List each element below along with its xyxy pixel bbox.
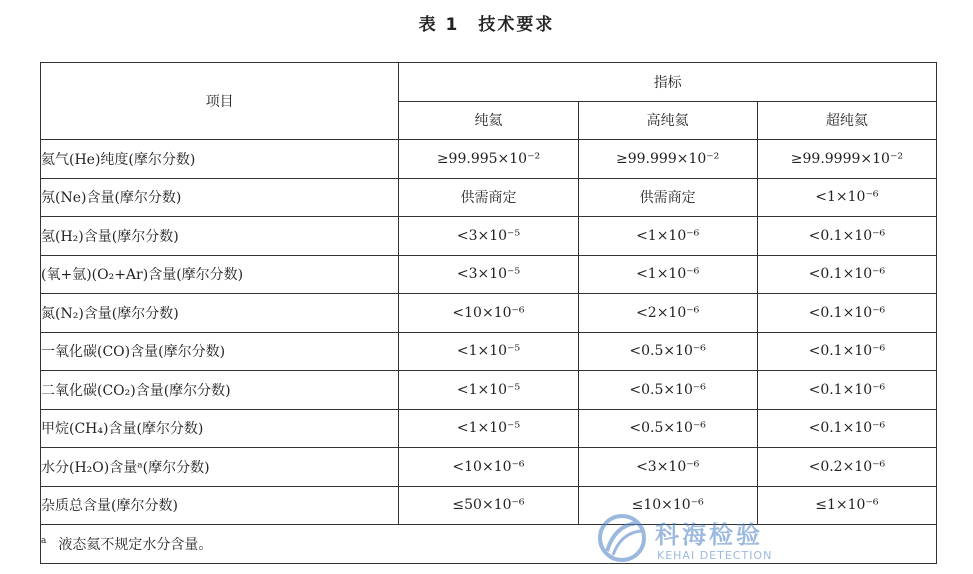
row-item-label: 氦气(He)纯度(摩尔分数) — [41, 140, 399, 179]
header-grade-ultra-pure: 超纯氦 — [757, 101, 936, 140]
row-value-ultra-pure: <1×10⁻⁶ — [757, 178, 936, 217]
footnote-mark: a — [41, 536, 47, 547]
row-value-pure: <1×10⁻⁵ — [399, 332, 578, 371]
header-grade-pure: 纯氦 — [399, 101, 578, 140]
table-row — [41, 371, 937, 410]
row-value-ultra-pure: ≥99.9999×10⁻² — [757, 140, 936, 179]
row-value-pure: <10×10⁻⁶ — [399, 294, 578, 333]
row-value-pure: 供需商定 — [399, 178, 578, 217]
row-value-pure: ≤50×10⁻⁶ — [399, 486, 578, 525]
row-value-ultra-pure: <0.1×10⁻⁶ — [757, 217, 936, 256]
technical-requirements-table — [40, 62, 937, 564]
row-value-high-pure: <2×10⁻⁶ — [578, 294, 757, 333]
table-row — [41, 409, 937, 448]
watermark-text-cn: 科海检验 — [655, 521, 763, 549]
row-item-label: 氮(N₂)含量(摩尔分数) — [41, 294, 399, 333]
footnote-text: 液态氦不规定水分含量。 — [58, 536, 213, 553]
row-item-label: 氖(Ne)含量(摩尔分数) — [41, 178, 399, 217]
table-note-row — [41, 525, 937, 564]
header-item: 项目 — [41, 63, 399, 140]
row-item-label: 二氧化碳(CO₂)含量(摩尔分数) — [41, 371, 399, 410]
row-value-pure: <3×10⁻⁵ — [399, 217, 578, 256]
row-item-label: 一氧化碳(CO)含量(摩尔分数) — [41, 332, 399, 371]
row-value-high-pure: <0.5×10⁻⁶ — [578, 332, 757, 371]
row-value-high-pure: ≥99.999×10⁻² — [578, 140, 757, 179]
row-value-high-pure: <3×10⁻⁶ — [578, 448, 757, 487]
header-grade-high-pure: 高纯氦 — [578, 101, 757, 140]
row-value-pure: ≥99.995×10⁻² — [399, 140, 578, 179]
row-value-high-pure: <1×10⁻⁶ — [578, 217, 757, 256]
watermark-text-en: KEHAI DETECTION — [657, 549, 773, 562]
row-item-label: 水分(H₂O)含量ᵃ(摩尔分数) — [41, 448, 399, 487]
table-row — [41, 332, 937, 371]
row-value-ultra-pure: <0.1×10⁻⁶ — [757, 294, 936, 333]
row-value-high-pure: <1×10⁻⁶ — [578, 255, 757, 294]
row-item-label: 氢(H₂)含量(摩尔分数) — [41, 217, 399, 256]
row-value-high-pure: 供需商定 — [578, 178, 757, 217]
row-value-ultra-pure: ≤1×10⁻⁶ — [757, 486, 936, 525]
table-row — [41, 255, 937, 294]
row-value-ultra-pure: <0.2×10⁻⁶ — [757, 448, 936, 487]
table-row — [41, 178, 937, 217]
table-footnote — [41, 525, 937, 564]
row-value-pure: <1×10⁻⁵ — [399, 371, 578, 410]
table-row — [41, 486, 937, 525]
row-value-high-pure: <0.5×10⁻⁶ — [578, 371, 757, 410]
row-value-pure: <1×10⁻⁵ — [399, 409, 578, 448]
table-row — [41, 294, 937, 333]
table-title: 表 1 技术要求 — [418, 15, 555, 35]
header-indicator: 指标 — [399, 63, 937, 102]
row-value-high-pure: ≤10×10⁻⁶ — [578, 486, 757, 525]
table-row — [41, 448, 937, 487]
row-item-label: 甲烷(CH₄)含量(摩尔分数) — [41, 409, 399, 448]
row-value-ultra-pure: <0.1×10⁻⁶ — [757, 332, 936, 371]
row-value-pure: <10×10⁻⁶ — [399, 448, 578, 487]
row-item-label: (氧+氩)(O₂+Ar)含量(摩尔分数) — [41, 255, 399, 294]
table-row — [41, 140, 937, 179]
row-item-label: 杂质总含量(摩尔分数) — [41, 486, 399, 525]
row-value-ultra-pure: <0.1×10⁻⁶ — [757, 255, 936, 294]
row-value-high-pure: <0.5×10⁻⁶ — [578, 409, 757, 448]
row-value-pure: <3×10⁻⁵ — [399, 255, 578, 294]
row-value-ultra-pure: <0.1×10⁻⁶ — [757, 409, 936, 448]
table-row — [41, 217, 937, 256]
row-value-ultra-pure: <0.1×10⁻⁶ — [757, 371, 936, 410]
